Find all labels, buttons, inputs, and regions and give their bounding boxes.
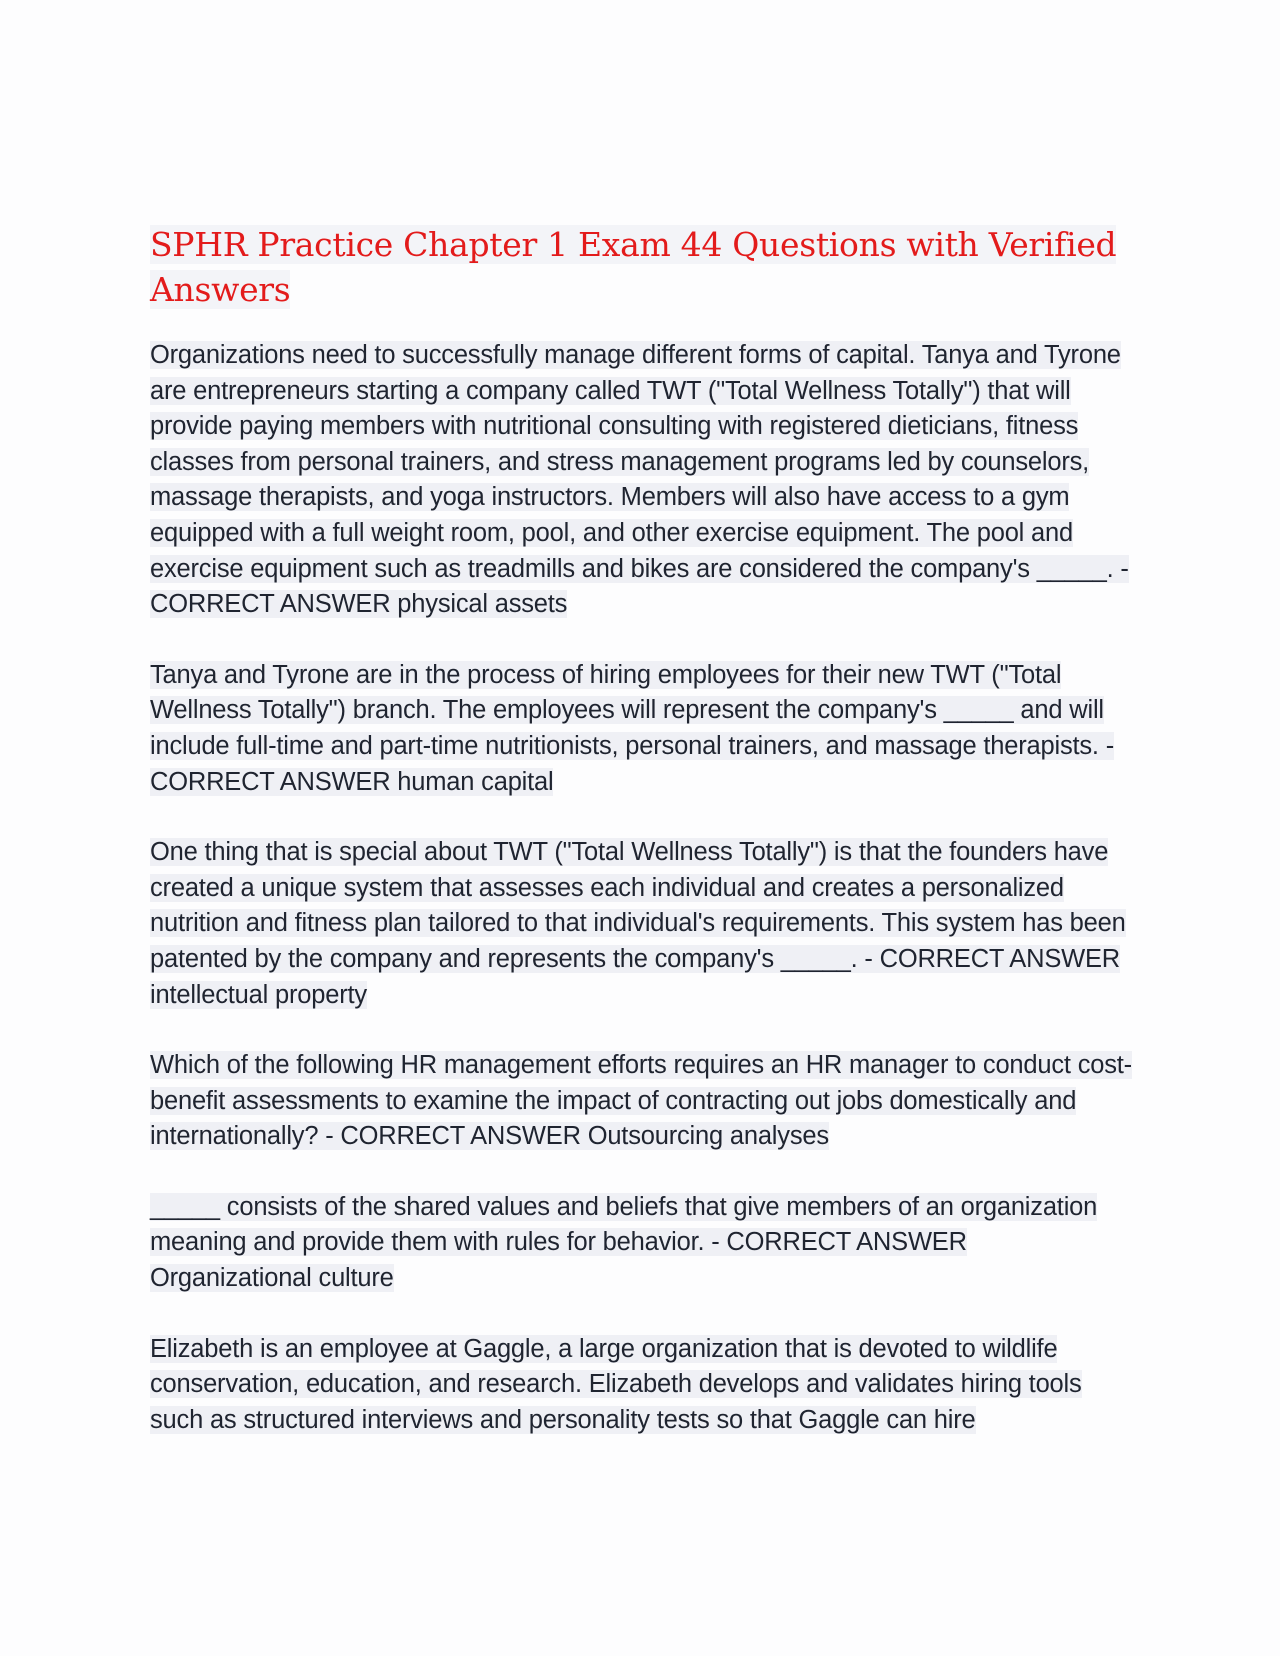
document-title-text: SPHR Practice Chapter 1 Exam 44 Questions with Verified Answers xyxy=(150,225,1117,309)
question-answer-text: Organizations need to successfully manage different forms of capital. Tanya and Tyrone are entrepreneurs starting a company called TWT ("Total Wellness Totally") that will provide paying members with nutritional consulting with registered dieticians, fitness classes from personal trainers, and stress management programs led by counselors, massage therapists, and yoga instructors. Members will also have access to a gym equipped with a full weight room, pool, and other exercise equipment. The pool and exercise equipment such as treadmills and bikes are considered the company's _____. - CORRECT ANSWER physical assets xyxy=(150,341,1129,619)
document-title xyxy=(150,222,1135,312)
question-answer-4 xyxy=(150,1048,1135,1155)
question-answer-1 xyxy=(150,338,1135,623)
question-answer-text: Tanya and Tyrone are in the process of hiring employees for their new TWT ("Total Wellness Totally") branch. The employees will represent the company's _____ and will include full-time and part-time nutritionists, personal trainers, and massage therapists. - CORRECT ANSWER human capital xyxy=(150,660,1114,796)
question-answer-3 xyxy=(150,835,1135,1013)
question-answer-text: _____ consists of the shared values and beliefs that give members of an organization meaning and provide them with rules for behavior. - CORRECT ANSWER Organizational culture xyxy=(150,1192,1098,1293)
question-answer-text: One thing that is special about TWT ("Total Wellness Totally") is that the founders have created a unique system that assesses each individual and creates a personalized nutrition and fitness plan tailored to that individual's requirements. This system has been patented by the company and represents the company's _____. - CORRECT ANSWER intellectual property xyxy=(150,838,1126,1009)
question-answer-2 xyxy=(150,658,1135,800)
question-answer-text: Elizabeth is an employee at Gaggle, a large organization that is devoted to wildlife conservation, education, and research. Elizabeth develops and validates hiring tools such as structured interviews and personality tests so that Gaggle can hire xyxy=(150,1334,1082,1434)
question-answer-text: Which of the following HR management efforts requires an HR manager to conduct cost-benefit assessments to examine the impact of contracting out jobs domestically and internationally? - CORRECT ANSWER Outsourcing analyses xyxy=(150,1051,1132,1151)
document-body xyxy=(150,222,1135,1473)
question-answer-5 xyxy=(150,1190,1135,1297)
question-answer-6 xyxy=(150,1332,1135,1439)
